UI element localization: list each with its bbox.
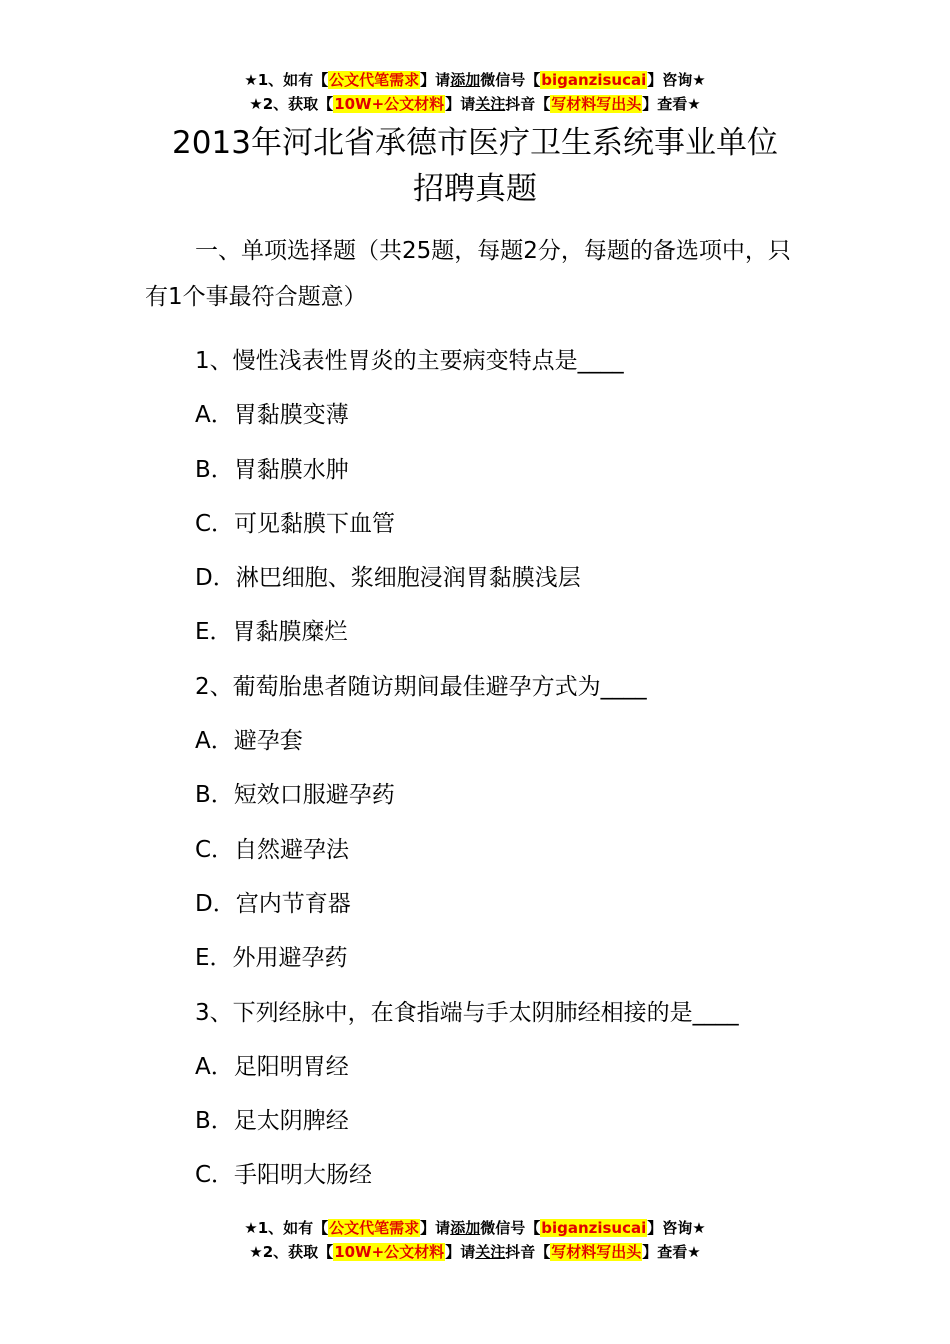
title-line-1: 2013年河北省承德市医疗卫生系统事业单位 <box>172 125 778 161</box>
option-line: C．可见黏膜下血管 <box>195 510 396 537</box>
promo-text: 】请 <box>445 1243 476 1261</box>
question-3: 3、下列经脉中，在食指端与手太阴肺经相接的是____ <box>195 999 739 1026</box>
promo-underlined: 关注 <box>475 95 506 113</box>
promo-text: ★2、获取【 <box>249 1243 334 1261</box>
promo-text: 】请 <box>445 95 476 113</box>
highlight-account: 写材料写出头 <box>551 1243 642 1261</box>
promo-text: 】咨询★ <box>647 1219 706 1237</box>
promo-text: ★1、如有【 <box>244 1219 329 1237</box>
promo-text: 】咨询★ <box>647 71 706 89</box>
document-title <box>60 120 890 212</box>
promo-underlined: 添加 <box>450 1219 481 1237</box>
highlight-account: 写材料写出头 <box>551 95 642 113</box>
option-line: D．淋巴细胞、浆细胞浸润胃黏膜浅层 <box>195 565 581 592</box>
document-body <box>145 228 810 1203</box>
promo-text: 】查看★ <box>642 1243 701 1261</box>
highlight-service: 公文代笔需求 <box>329 1219 420 1237</box>
option-line: A．避孕套 <box>195 728 303 755</box>
question-2: 2、葡萄胎患者随访期间最佳避孕方式为____ <box>195 673 647 700</box>
option-line: E．胃黏膜糜烂 <box>195 619 348 646</box>
option-line: D．宫内节育器 <box>195 890 351 917</box>
promo-text: 】请 <box>420 71 451 89</box>
option-line: A．足阳明胃经 <box>195 1053 349 1080</box>
option-line: E．外用避孕药 <box>195 945 348 972</box>
option-line: C．手阳明大肠经 <box>195 1162 373 1189</box>
highlight-wechat-id: biganzisucai <box>541 1219 647 1237</box>
promo-text: ★2、获取【 <box>249 95 334 113</box>
highlight-service: 公文代笔需求 <box>329 71 420 89</box>
promo-line-2 <box>0 92 950 116</box>
promo-text: 抖音【 <box>505 95 551 113</box>
question-1: 1、慢性浅表性胃炎的主要病变特点是____ <box>195 348 624 374</box>
title-line-2: 招聘真题 <box>413 171 537 207</box>
option-line: B．足太阴脾经 <box>195 1108 349 1135</box>
option-line: C．自然避孕法 <box>195 836 350 863</box>
promo-underlined: 添加 <box>450 71 481 89</box>
option-line: A．胃黏膜变薄 <box>195 402 349 429</box>
bottom-promo-banner <box>0 1216 950 1264</box>
promo-text: 】查看★ <box>642 95 701 113</box>
promo-text: 微信号【 <box>480 71 541 89</box>
promo-line-1 <box>0 1216 950 1240</box>
highlight-materials: 10W+公文材料 <box>334 95 445 113</box>
highlight-materials: 10W+公文材料 <box>334 1243 445 1261</box>
highlight-wechat-id: biganzisucai <box>541 71 647 89</box>
promo-text: 微信号【 <box>480 1219 541 1237</box>
promo-text: 】请 <box>420 1219 451 1237</box>
promo-text: ★1、如有【 <box>244 71 329 89</box>
promo-line-2 <box>0 1240 950 1264</box>
option-line: B．胃黏膜水肿 <box>195 456 349 483</box>
promo-text: 抖音【 <box>505 1243 551 1261</box>
promo-underlined: 关注 <box>475 1243 506 1261</box>
section-intro: 一、单项选择题（共25题，每题2分，每题的备选项中，只有1个事最符合题意） <box>145 238 791 310</box>
option-line: B．短效口服避孕药 <box>195 782 395 809</box>
promo-line-1 <box>0 68 950 92</box>
top-promo-banner <box>0 68 950 116</box>
